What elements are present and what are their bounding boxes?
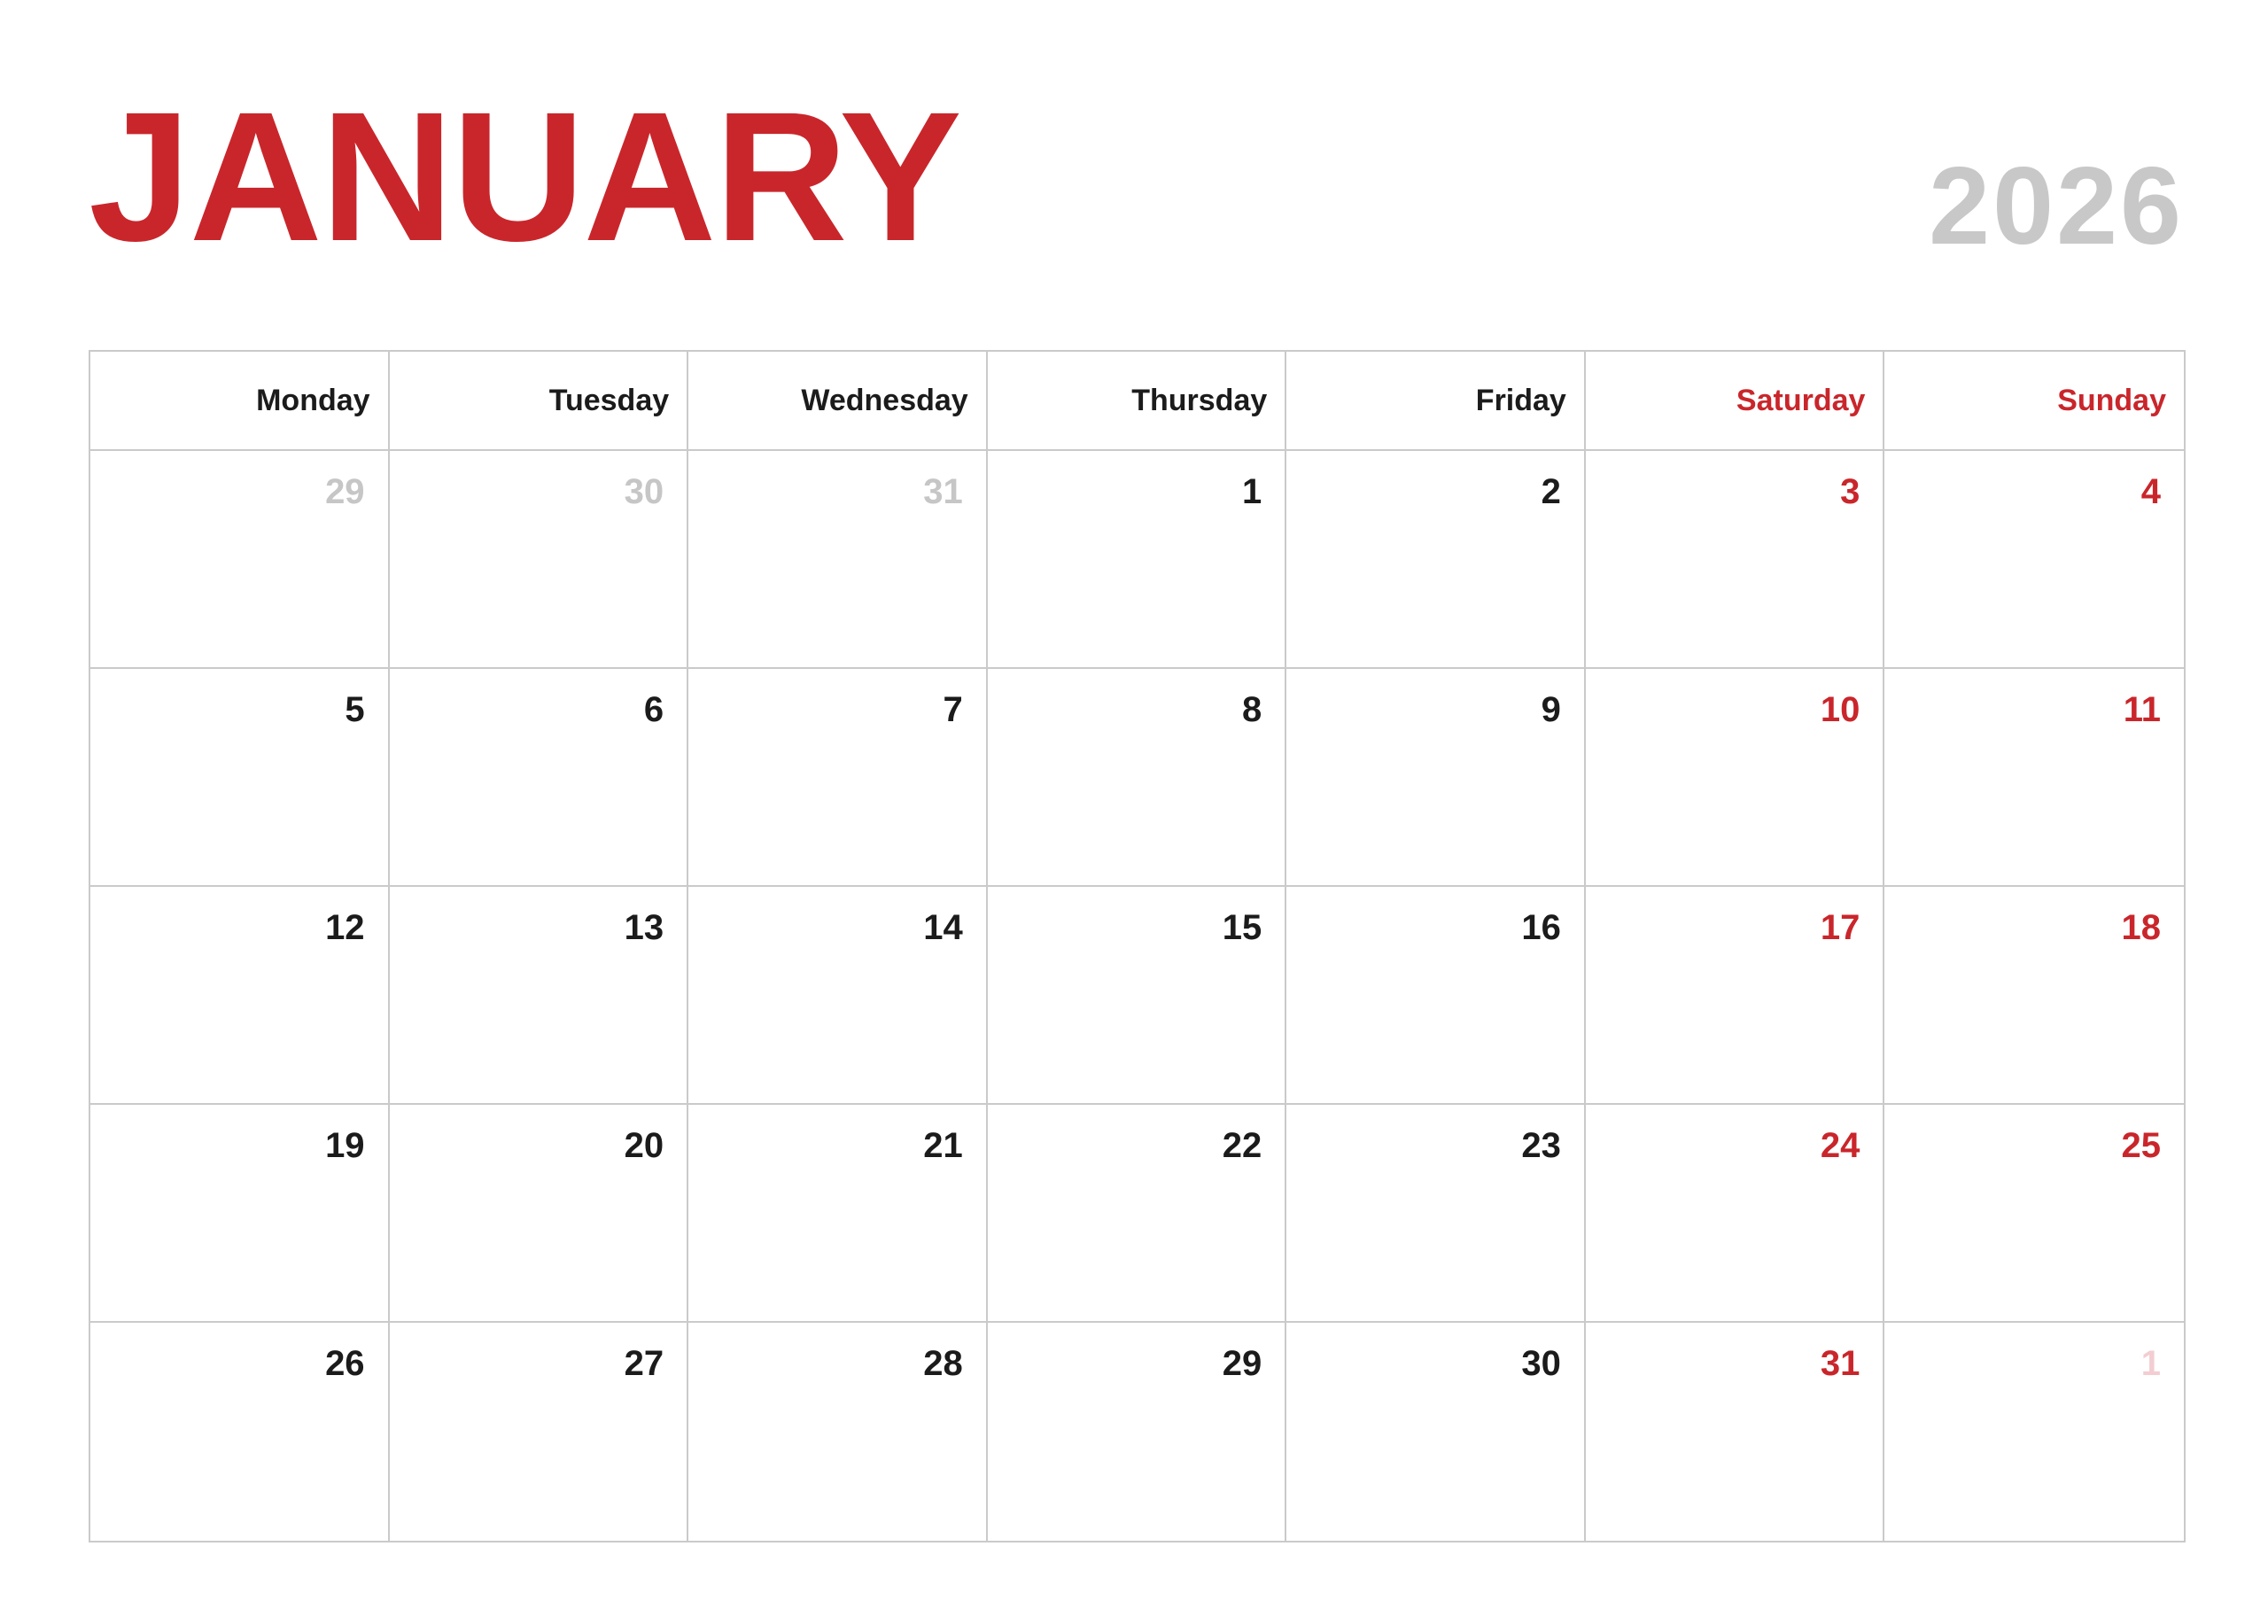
day-cell bbox=[1286, 1323, 1586, 1541]
day-number: 28 bbox=[923, 1344, 963, 1383]
day-cell bbox=[688, 1323, 988, 1541]
day-number: 12 bbox=[325, 908, 365, 947]
day-number: 30 bbox=[1521, 1344, 1561, 1383]
day-cell bbox=[390, 887, 689, 1105]
day-number: 5 bbox=[345, 690, 365, 729]
day-cell bbox=[1586, 669, 1885, 887]
day-cell bbox=[988, 1323, 1287, 1541]
day-number: 17 bbox=[1820, 908, 1860, 947]
weekday-header-wednesday: Wednesday bbox=[688, 352, 988, 451]
day-number: 18 bbox=[2121, 908, 2161, 947]
day-number: 3 bbox=[1840, 472, 1860, 511]
day-number: 6 bbox=[643, 690, 664, 729]
weekday-header-tuesday: Tuesday bbox=[390, 352, 689, 451]
month-title: JANUARY bbox=[89, 74, 960, 280]
day-cell bbox=[988, 1105, 1287, 1323]
day-number: 26 bbox=[325, 1344, 365, 1383]
day-number: 19 bbox=[325, 1126, 365, 1165]
weekday-header-monday: Monday bbox=[90, 352, 390, 451]
day-cell bbox=[1286, 887, 1586, 1105]
day-number: 15 bbox=[1222, 908, 1262, 947]
day-cell bbox=[1586, 451, 1885, 669]
day-cell bbox=[1586, 887, 1885, 1105]
year-label: 2026 bbox=[1929, 145, 2184, 268]
day-cell bbox=[688, 669, 988, 887]
day-cell bbox=[390, 1105, 689, 1323]
day-number: 16 bbox=[1521, 908, 1561, 947]
day-number: 10 bbox=[1820, 690, 1860, 729]
day-number: 9 bbox=[1541, 690, 1561, 729]
day-number: 24 bbox=[1820, 1126, 1860, 1165]
day-cell bbox=[988, 451, 1287, 669]
day-cell bbox=[988, 669, 1287, 887]
day-cell bbox=[1586, 1105, 1885, 1323]
weekday-header-sunday: Sunday bbox=[1884, 352, 2184, 451]
day-number: 7 bbox=[943, 690, 963, 729]
day-number: 29 bbox=[325, 472, 365, 511]
day-cell bbox=[1286, 1105, 1586, 1323]
day-cell bbox=[1884, 887, 2184, 1105]
day-number: 14 bbox=[923, 908, 963, 947]
day-cell bbox=[390, 669, 689, 887]
day-number: 29 bbox=[1222, 1344, 1262, 1383]
day-number: 1 bbox=[2140, 1344, 2161, 1383]
day-number: 8 bbox=[1242, 690, 1262, 729]
day-cell bbox=[1286, 669, 1586, 887]
day-cell bbox=[90, 451, 390, 669]
day-number: 25 bbox=[2121, 1126, 2161, 1165]
day-cell bbox=[90, 1323, 390, 1541]
day-cell bbox=[1884, 669, 2184, 887]
day-cell bbox=[688, 1105, 988, 1323]
weekday-header-saturday: Saturday bbox=[1586, 352, 1885, 451]
day-number: 21 bbox=[923, 1126, 963, 1165]
day-cell bbox=[1884, 451, 2184, 669]
day-number: 11 bbox=[2123, 690, 2161, 729]
day-number: 20 bbox=[624, 1126, 664, 1165]
day-cell bbox=[390, 1323, 689, 1541]
day-cell bbox=[1286, 451, 1586, 669]
day-number: 31 bbox=[923, 472, 963, 511]
day-number: 4 bbox=[2140, 472, 2161, 511]
day-cell bbox=[988, 887, 1287, 1105]
day-number: 2 bbox=[1541, 472, 1561, 511]
day-number: 22 bbox=[1222, 1126, 1262, 1165]
day-number: 31 bbox=[1820, 1344, 1860, 1383]
day-number: 27 bbox=[624, 1344, 664, 1383]
day-number: 23 bbox=[1521, 1126, 1561, 1165]
day-cell bbox=[90, 887, 390, 1105]
day-cell bbox=[688, 887, 988, 1105]
weekday-header-thursday: Thursday bbox=[988, 352, 1287, 451]
calendar-grid bbox=[89, 350, 2186, 1542]
day-number: 13 bbox=[624, 908, 664, 947]
day-cell bbox=[1884, 1105, 2184, 1323]
weekday-header-friday: Friday bbox=[1286, 352, 1586, 451]
day-number: 30 bbox=[624, 472, 664, 511]
day-cell bbox=[90, 1105, 390, 1323]
day-cell bbox=[688, 451, 988, 669]
day-cell bbox=[390, 451, 689, 669]
day-cell bbox=[90, 669, 390, 887]
day-cell bbox=[1586, 1323, 1885, 1541]
day-number: 1 bbox=[1242, 472, 1262, 511]
day-cell bbox=[1884, 1323, 2184, 1541]
